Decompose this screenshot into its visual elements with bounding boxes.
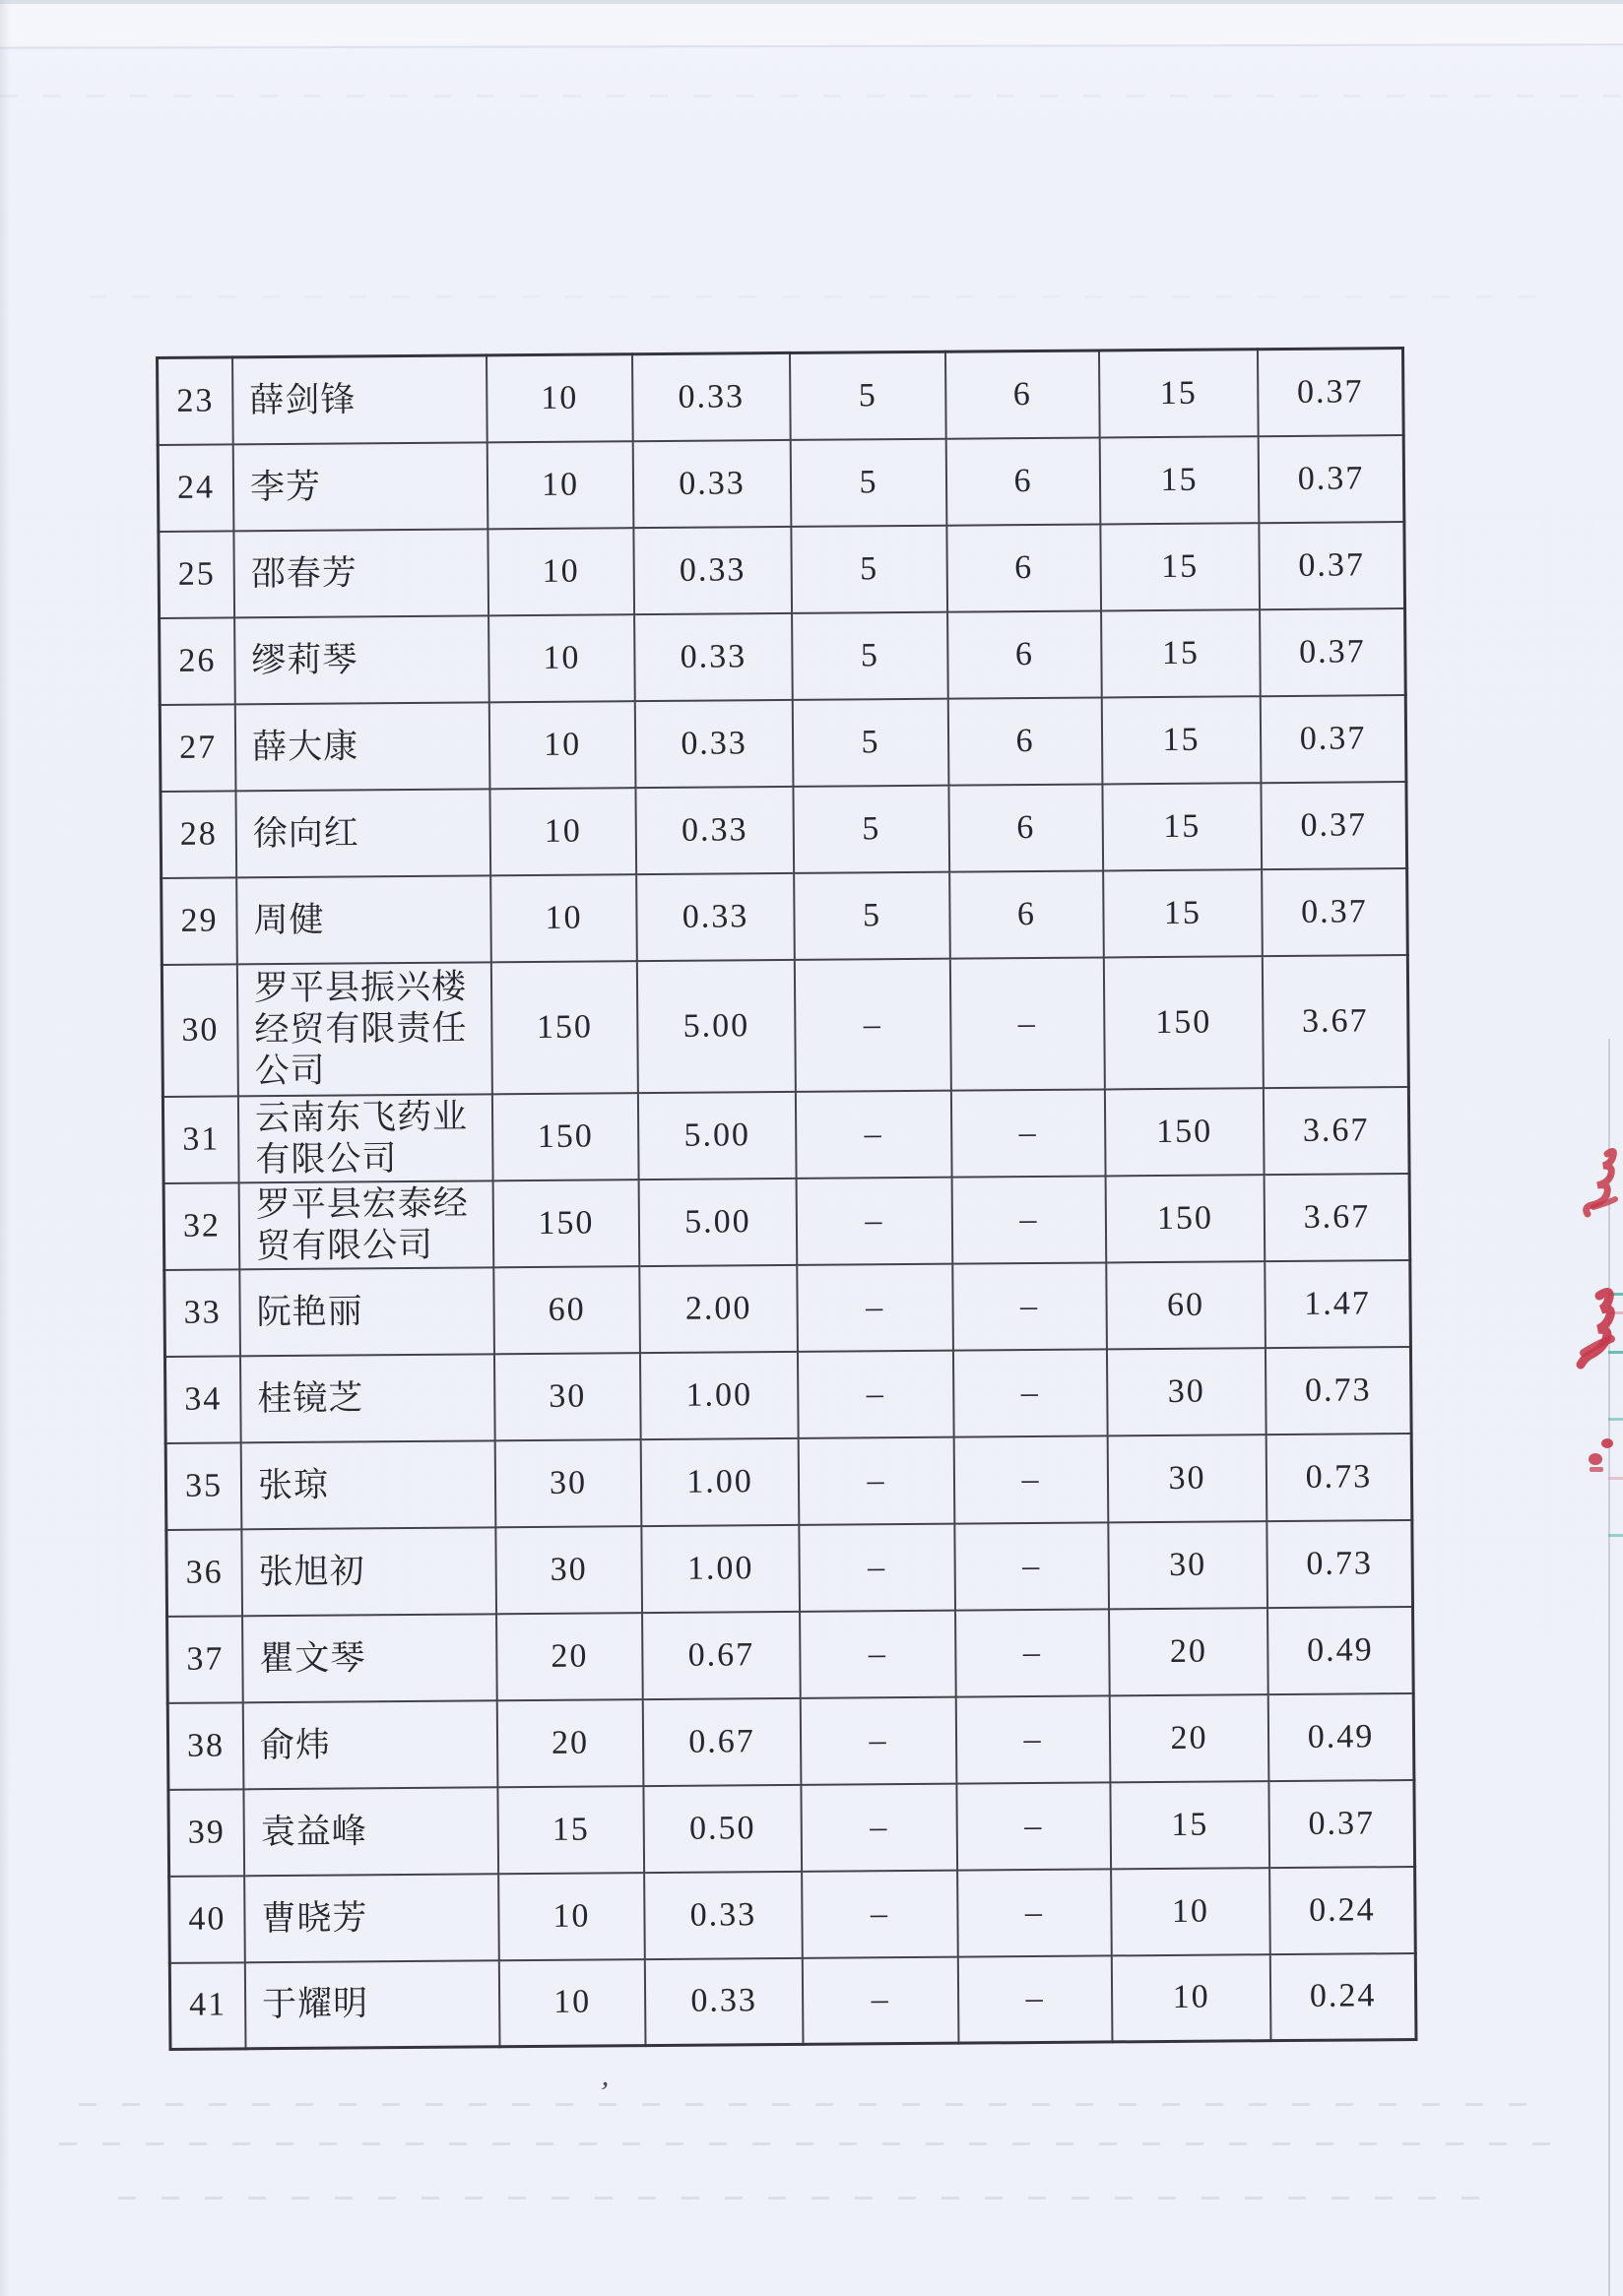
value-cell: 0.24 (1270, 1953, 1416, 2041)
value-cell: – (803, 1956, 959, 2044)
name-cell: 周健 (236, 875, 491, 964)
name-cell: 俞炜 (243, 1700, 498, 1789)
table-row (165, 1434, 1412, 1530)
row-number-cell: 39 (168, 1789, 244, 1877)
table-row (162, 955, 1408, 1097)
value-cell: – (800, 1610, 956, 1697)
value-cell: – (798, 1350, 954, 1437)
value-cell: 5 (791, 525, 947, 612)
name-cell: 袁益峰 (243, 1787, 498, 1876)
value-cell: – (951, 1089, 1106, 1177)
value-cell: – (799, 1523, 955, 1611)
value-cell: 0.49 (1267, 1607, 1413, 1694)
row-number-cell: 28 (161, 791, 236, 878)
value-cell: 20 (1110, 1694, 1269, 1782)
row-number-cell: 41 (169, 1962, 245, 2050)
table-row (162, 1087, 1409, 1183)
value-cell: 6 (946, 524, 1101, 611)
value-cell: 0.37 (1259, 435, 1404, 523)
value-cell: 30 (495, 1439, 642, 1527)
value-cell: – (799, 1436, 955, 1524)
value-cell: 150 (491, 961, 638, 1094)
value-cell: 0.33 (644, 1871, 803, 1958)
value-cell: 10 (1112, 1954, 1271, 2042)
row-number-cell: 26 (160, 617, 235, 705)
table-row (164, 1347, 1411, 1443)
name-cell: 于耀明 (245, 1960, 500, 2049)
value-cell: 0.73 (1266, 1520, 1412, 1608)
value-cell: 0.33 (635, 699, 794, 787)
table-row (167, 1693, 1414, 1790)
table-body (158, 349, 1416, 2050)
value-cell: 30 (495, 1526, 642, 1614)
value-cell: 0.67 (642, 1611, 801, 1698)
stray-ink-mark: , (600, 2059, 613, 2093)
value-cell: 0.37 (1268, 1780, 1414, 1868)
value-cell: 10 (1111, 1868, 1270, 1955)
value-cell: 0.49 (1268, 1693, 1414, 1781)
value-cell: 15 (1100, 523, 1260, 610)
name-cell: 瞿文琴 (242, 1614, 497, 1702)
value-cell: 15 (1099, 350, 1259, 437)
value-cell: 3.67 (1263, 955, 1409, 1088)
value-cell: – (954, 1522, 1109, 1610)
value-cell: 10 (489, 701, 636, 789)
name-cell: 云南东飞药业有限公司 (238, 1094, 493, 1182)
value-cell: 10 (487, 441, 634, 529)
name-cell: 薛剑锋 (232, 355, 487, 444)
table-row (167, 1607, 1414, 1703)
value-cell: 0.37 (1260, 608, 1405, 696)
value-cell: – (955, 1609, 1110, 1696)
value-cell: 10 (489, 788, 636, 875)
value-cell: 15 (497, 1786, 644, 1874)
name-cell: 徐向红 (235, 789, 490, 877)
value-cell: 10 (498, 1873, 645, 1960)
data-table-wrapper (156, 347, 1417, 2051)
data-table (156, 347, 1417, 2051)
value-cell: 150 (1104, 956, 1264, 1089)
value-cell: 0.73 (1266, 1434, 1412, 1521)
value-cell: 3.67 (1264, 1087, 1409, 1175)
value-cell: 5.00 (637, 959, 796, 1092)
value-cell: – (795, 958, 951, 1091)
table-row (160, 608, 1406, 705)
value-cell: 6 (946, 437, 1101, 525)
value-cell: 0.37 (1259, 522, 1404, 609)
name-cell: 李芳 (233, 442, 488, 531)
value-cell: 1.00 (640, 1351, 799, 1438)
value-cell: – (797, 1177, 953, 1264)
value-cell: – (802, 1870, 958, 1957)
name-cell: 桂镜芝 (240, 1354, 495, 1442)
value-cell: – (953, 1349, 1108, 1436)
row-number-cell: 27 (160, 704, 235, 792)
value-cell: 6 (947, 610, 1102, 698)
value-cell: – (797, 1263, 953, 1351)
value-cell: 2.00 (639, 1264, 798, 1352)
scan-left-shadow (0, 0, 10, 2296)
value-cell: 5 (793, 698, 949, 786)
value-cell: – (950, 957, 1105, 1090)
name-cell: 邵春芳 (233, 529, 488, 617)
value-cell: 15 (1103, 869, 1263, 957)
name-cell: 张旭初 (241, 1527, 496, 1616)
value-cell: 15 (1102, 696, 1262, 784)
value-cell: 20 (496, 1613, 643, 1700)
value-cell: 0.33 (633, 526, 792, 613)
value-cell: 0.24 (1269, 1867, 1415, 1954)
name-cell: 缪莉琴 (234, 615, 489, 704)
value-cell: 6 (949, 870, 1104, 958)
table-row (160, 695, 1406, 792)
row-number-cell: 40 (169, 1876, 245, 1963)
table-row (169, 1953, 1416, 2050)
row-number-cell: 30 (162, 964, 238, 1097)
value-cell: 15 (1100, 436, 1260, 524)
value-cell: 0.50 (643, 1784, 802, 1872)
table-row (162, 868, 1408, 965)
value-cell: 0.67 (643, 1697, 802, 1785)
row-number-cell: 35 (165, 1442, 241, 1530)
row-number-cell: 34 (164, 1356, 240, 1443)
value-cell: – (954, 1435, 1109, 1523)
value-cell: 150 (493, 1180, 640, 1267)
value-cell: 0.37 (1261, 695, 1406, 783)
row-number-cell: 38 (167, 1702, 243, 1790)
value-cell: 0.37 (1262, 868, 1407, 956)
value-cell: 1.47 (1265, 1260, 1410, 1348)
value-cell: – (796, 1090, 952, 1178)
scan-streak (79, 2103, 1536, 2106)
value-cell: 5 (794, 871, 950, 959)
value-cell: 20 (1109, 1608, 1268, 1695)
value-cell: 60 (493, 1266, 640, 1354)
value-cell: 5 (790, 351, 946, 439)
value-cell: 30 (494, 1353, 641, 1440)
value-cell: 0.33 (634, 612, 793, 700)
row-number-cell: 29 (162, 877, 237, 965)
value-cell: 20 (497, 1699, 644, 1787)
scan-streak (59, 2142, 1576, 2145)
row-number-cell: 23 (158, 357, 233, 445)
row-number-cell: 31 (162, 1096, 238, 1183)
value-cell: 1.00 (641, 1524, 800, 1612)
table-row (159, 522, 1405, 618)
row-number-cell: 25 (159, 531, 234, 618)
table-row (164, 1260, 1411, 1357)
scan-streak (0, 95, 1623, 97)
value-cell: 5.00 (638, 1091, 797, 1179)
scan-streak (118, 2197, 1487, 2200)
value-cell: 5 (791, 438, 947, 526)
value-cell: 0.73 (1266, 1347, 1411, 1435)
value-cell: 15 (1101, 609, 1261, 697)
value-cell: 0.37 (1261, 782, 1406, 869)
value-cell: 10 (499, 1959, 646, 2047)
value-cell: – (952, 1262, 1107, 1350)
value-cell: 6 (948, 784, 1103, 871)
value-cell: – (801, 1696, 957, 1784)
value-cell: 0.33 (633, 439, 792, 527)
value-cell: 0.33 (636, 872, 795, 960)
row-number-cell: 36 (166, 1529, 242, 1617)
value-cell: 30 (1108, 1435, 1267, 1522)
value-cell: 0.33 (635, 786, 794, 873)
row-number-cell: 37 (167, 1616, 243, 1703)
red-ink-marks (1574, 1113, 1623, 1526)
value-cell: 15 (1110, 1781, 1269, 1869)
value-cell: 60 (1106, 1261, 1266, 1349)
name-cell: 阮艳丽 (239, 1267, 494, 1356)
scan-streak (89, 295, 1546, 298)
table-row (158, 435, 1404, 532)
value-cell: 0.33 (645, 1957, 804, 2045)
value-cell: – (958, 1955, 1113, 2043)
value-cell: 10 (488, 614, 635, 702)
value-cell: – (801, 1783, 957, 1871)
value-cell: 1.00 (641, 1437, 800, 1525)
table-row (166, 1520, 1413, 1617)
teal-tick-mark (1608, 1534, 1623, 1537)
value-cell: 150 (1105, 1088, 1265, 1176)
table-row (161, 782, 1407, 878)
value-cell: 150 (492, 1093, 639, 1180)
value-cell: 6 (945, 351, 1100, 438)
name-cell: 罗平县宏泰经贸有限公司 (239, 1180, 494, 1269)
row-number-cell: 33 (164, 1269, 240, 1357)
value-cell: – (956, 1695, 1111, 1783)
name-cell: 张琼 (241, 1440, 496, 1529)
value-cell: – (956, 1782, 1111, 1870)
value-cell: 0.37 (1258, 349, 1403, 436)
row-number-cell: 32 (163, 1182, 239, 1270)
value-cell: 5.00 (639, 1178, 798, 1265)
table-row (163, 1174, 1410, 1270)
value-cell: 150 (1106, 1175, 1266, 1262)
value-cell: 30 (1108, 1521, 1267, 1609)
value-cell: 30 (1107, 1348, 1266, 1435)
row-number-cell: 24 (158, 444, 233, 532)
value-cell: 10 (487, 354, 633, 442)
value-cell: 6 (948, 697, 1103, 785)
value-cell: 3.67 (1265, 1174, 1410, 1261)
page-top-margin (0, 4, 1623, 45)
value-cell: 5 (792, 611, 948, 699)
name-cell: 曹晓芳 (244, 1874, 499, 1962)
name-cell: 罗平县振兴楼经贸有限责任公司 (237, 962, 492, 1096)
value-cell: 10 (487, 528, 634, 615)
name-cell: 薛大康 (235, 702, 490, 791)
value-cell: – (957, 1869, 1112, 1956)
table-row (168, 1780, 1415, 1877)
value-cell: 5 (793, 785, 949, 872)
value-cell: 10 (490, 874, 637, 962)
table-row (158, 349, 1404, 445)
value-cell: 0.33 (632, 352, 791, 440)
table-row (169, 1867, 1416, 1963)
value-cell: 15 (1102, 783, 1262, 870)
value-cell: – (952, 1176, 1107, 1263)
